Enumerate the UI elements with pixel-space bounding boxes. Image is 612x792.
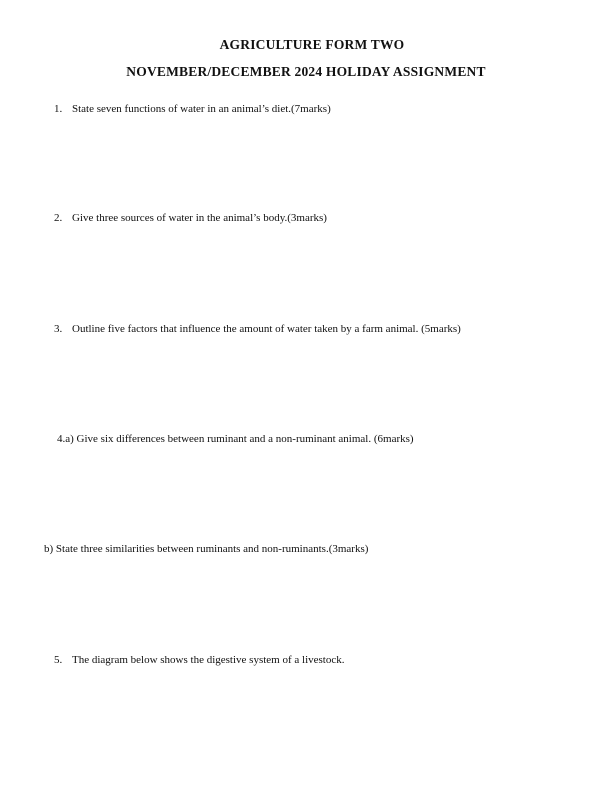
- question-4b-text: b) State three similarities between ruminants and non-ruminants.(3marks): [44, 543, 369, 555]
- question-5-number: 5.: [54, 654, 63, 666]
- question-4a: [57, 433, 414, 445]
- question-1-text: State seven functions of water in an animal’s diet.(7marks): [72, 103, 331, 115]
- question-1-number: 1.: [54, 103, 63, 115]
- question-2-number: 2.: [54, 212, 63, 224]
- document-subtitle: NOVEMBER/DECEMBER 2024 HOLIDAY ASSIGNMENT: [126, 64, 486, 79]
- question-4b: [44, 543, 368, 555]
- question-1: [54, 103, 331, 115]
- question-4a-text: 4.a) Give six differences between ruminant and a non-ruminant animal. (6marks): [57, 433, 414, 445]
- question-3: [54, 323, 461, 335]
- question-2-text: Give three sources of water in the animal’s body.(3marks): [72, 212, 327, 224]
- question-2: [54, 212, 327, 224]
- question-5-text: The diagram below shows the digestive system of a livestock.: [72, 654, 345, 666]
- document-title: AGRICULTURE FORM TWO: [219, 37, 405, 52]
- question-5: [54, 654, 345, 666]
- question-3-number: 3.: [54, 323, 63, 335]
- question-3-text: Outline five factors that influence the amount of water taken by a farm animal. (5marks): [72, 323, 461, 335]
